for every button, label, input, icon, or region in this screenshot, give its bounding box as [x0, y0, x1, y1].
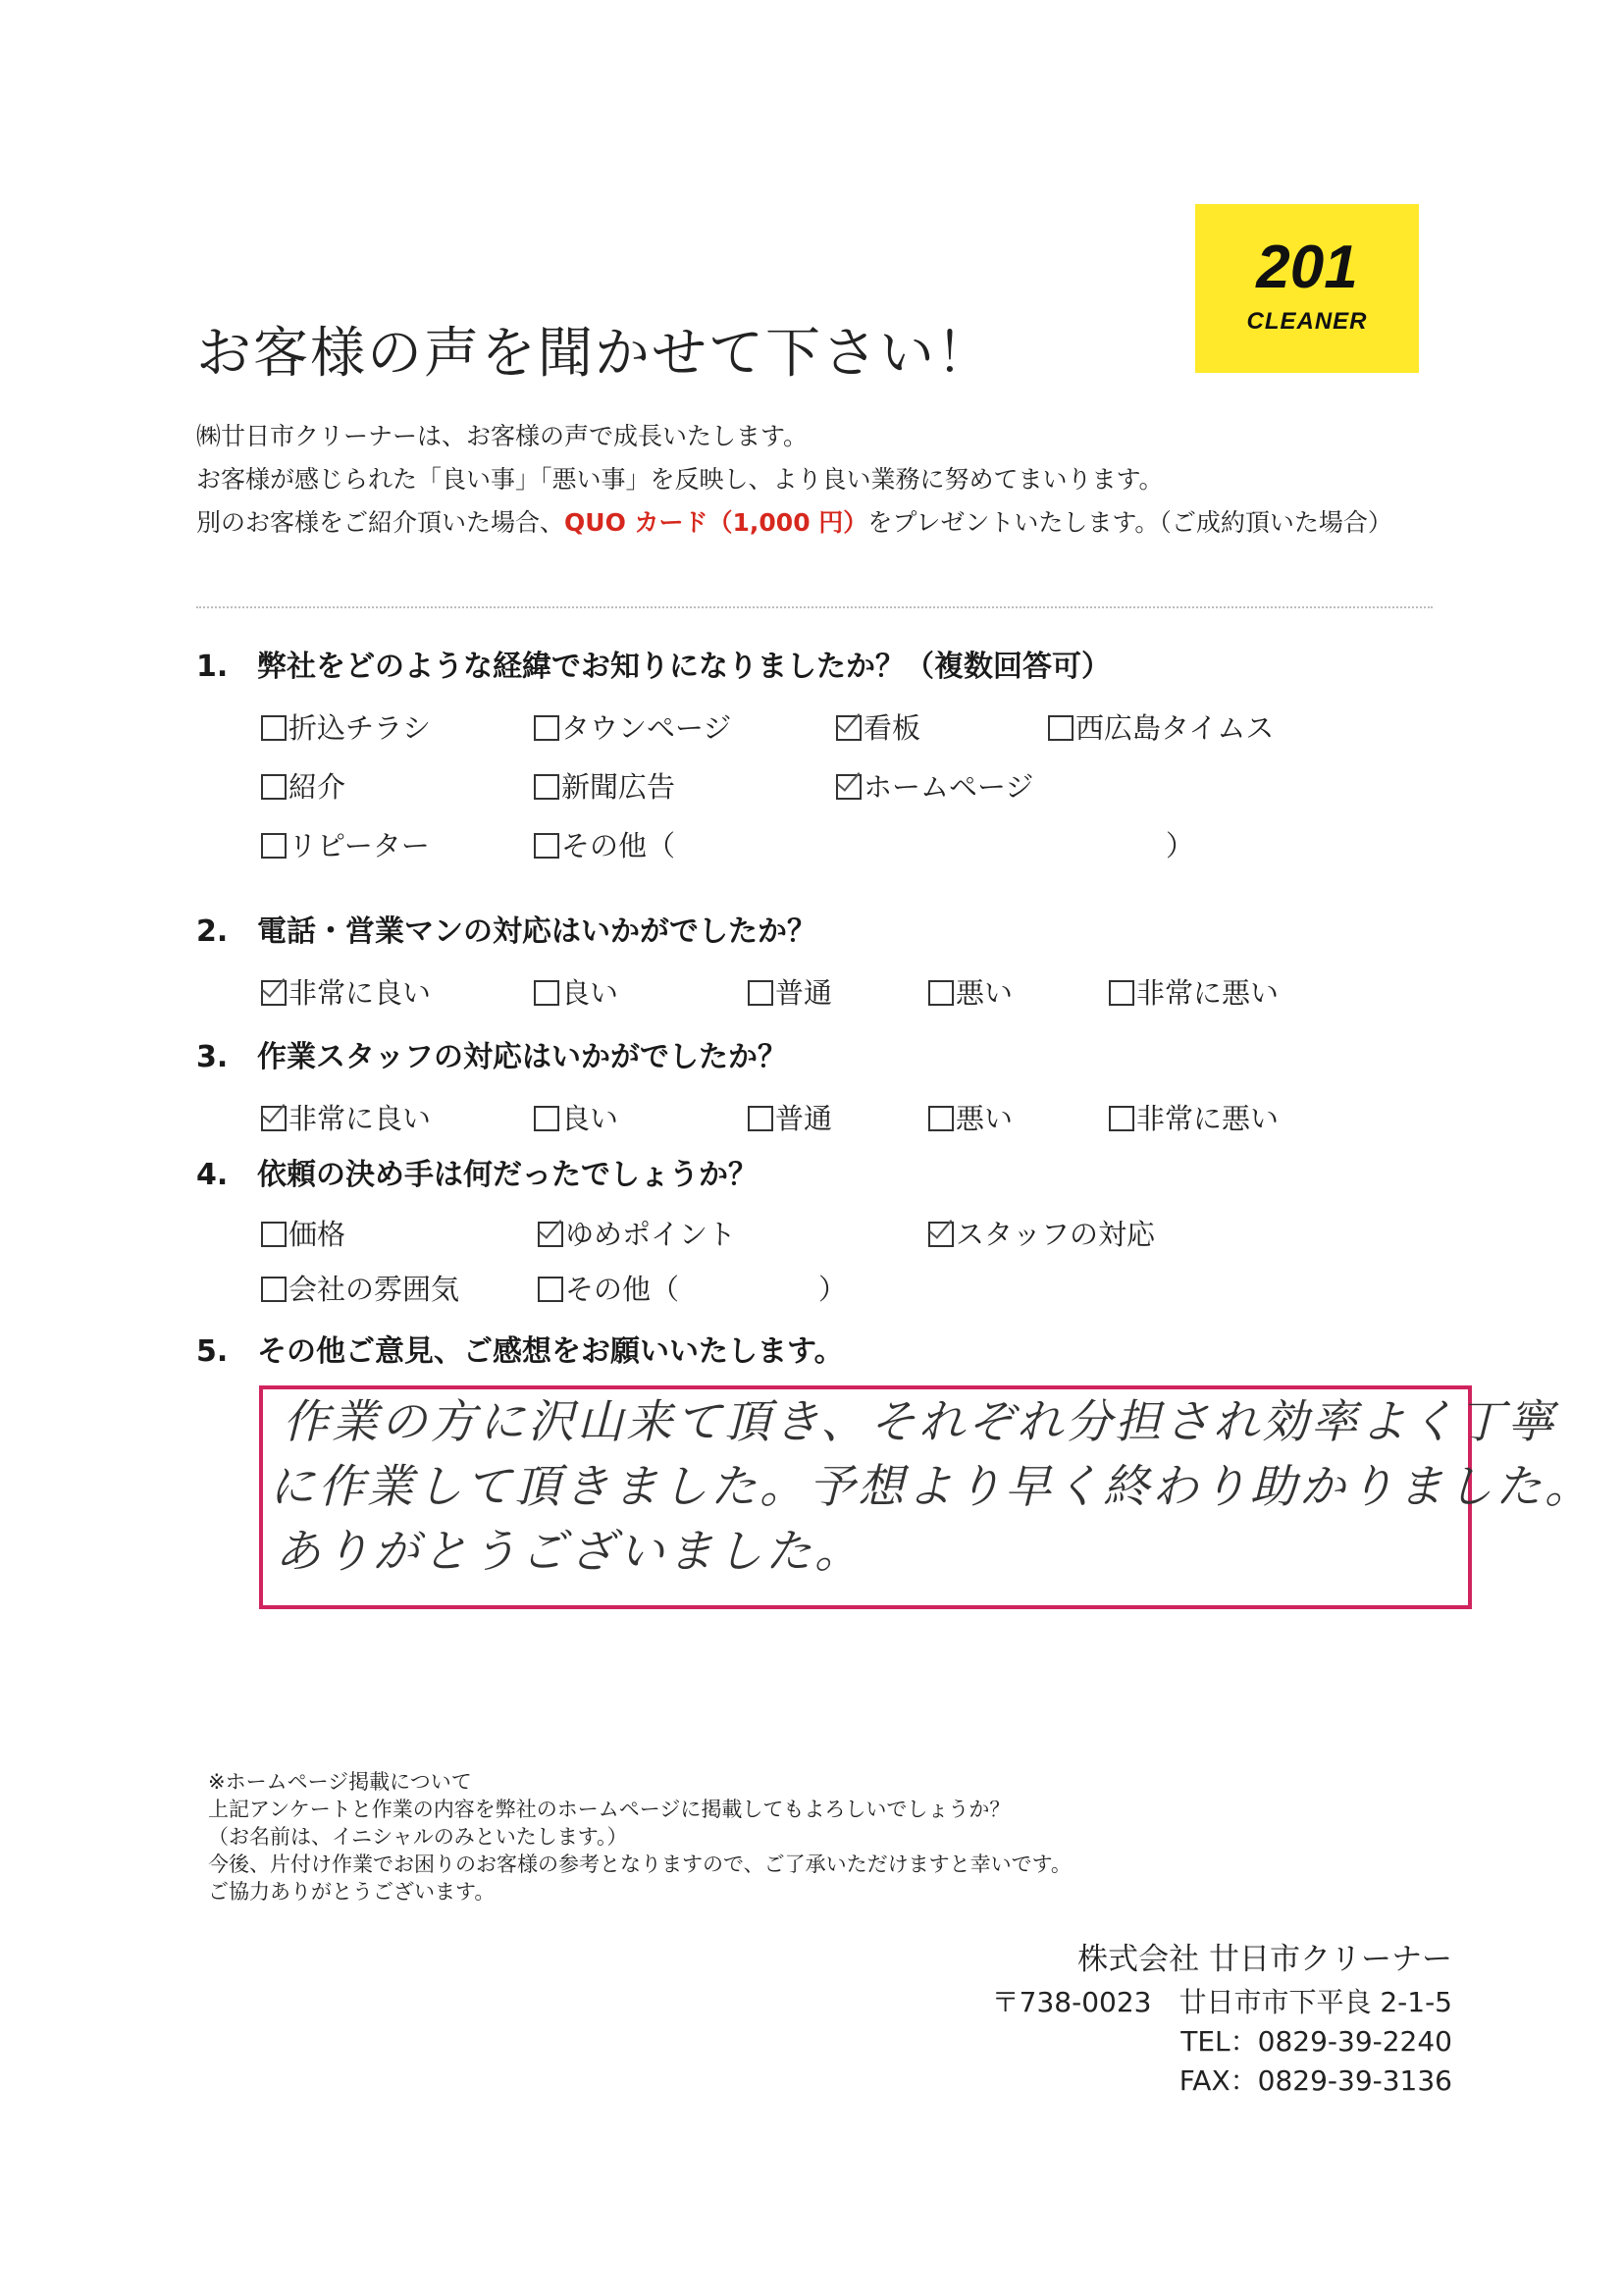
q4-option-atmosphere[interactable]: 会社の雰囲気 [261, 1272, 459, 1307]
checkbox-icon[interactable] [261, 833, 287, 859]
q1-other-close-paren: ） [1166, 829, 1195, 862]
question-4 [196, 1156, 758, 1195]
q1-option-referral[interactable]: 紹介 [261, 769, 345, 805]
badge-word: CLEANER [1246, 308, 1368, 335]
checked-checkbox-icon[interactable] [836, 774, 862, 800]
note-line-1: ※ホームページ掲載について [208, 1770, 472, 1794]
q4-other-close-paren: ） [818, 1273, 848, 1306]
q1-option-nishihiroshima-times[interactable]: 西広島タイムス [1048, 710, 1274, 746]
note-line-5: ご協力ありがとうございます。 [208, 1880, 496, 1904]
q2-option-bad[interactable]: 悪い [928, 975, 1013, 1011]
question-4-number: 4. [196, 1158, 229, 1192]
q3-option-very-good[interactable]: 非常に良い [261, 1101, 431, 1136]
checkbox-icon[interactable] [748, 980, 773, 1006]
q2-option-average[interactable]: 普通 [748, 975, 832, 1011]
q1-option-signboard[interactable]: 看板 [836, 710, 920, 746]
q4-option-other[interactable]: その他（ [538, 1272, 679, 1307]
q1-option-other[interactable]: その他（ [534, 828, 675, 863]
q3-option-bad[interactable]: 悪い [928, 1101, 1013, 1136]
note-line-3: （お名前は、イニシャルのみといたします。） [208, 1825, 628, 1849]
company-address: 〒738-0023 廿日市市下平良 2-1-5 [991, 1986, 1452, 2018]
page-title: お客様の声を聞かせて下さい！ [196, 322, 993, 386]
intro-line-1: ㈱廿日市クリーナーは、お客様の声で成長いたします。 [196, 422, 809, 450]
q4-option-yume-point[interactable]: ゆめポイント [538, 1217, 736, 1252]
checkbox-icon[interactable] [261, 1222, 287, 1247]
company-name: 株式会社 廿日市クリーナー [1077, 1942, 1452, 1977]
checkbox-icon[interactable] [1048, 715, 1073, 741]
q3-option-average[interactable]: 普通 [748, 1101, 832, 1136]
question-5-number: 5. [196, 1334, 229, 1369]
checkbox-icon[interactable] [534, 980, 559, 1006]
checkbox-icon[interactable] [261, 1277, 287, 1302]
checkbox-icon[interactable] [1109, 980, 1134, 1006]
question-2 [196, 913, 816, 952]
question-5 [196, 1332, 844, 1372]
checkbox-icon[interactable] [261, 774, 287, 800]
q1-option-repeater[interactable]: リピーター [261, 828, 430, 863]
checked-checkbox-icon[interactable] [261, 980, 287, 1006]
question-1-text: 弊社をどのような経緯でお知りになりましたか？（複数回答可） [257, 650, 1111, 684]
company-fax: FAX：0829-39-3136 [1178, 2064, 1452, 2097]
q2-option-good[interactable]: 良い [534, 975, 618, 1011]
cleaner-badge [1195, 204, 1419, 373]
checked-checkbox-icon[interactable] [836, 715, 862, 741]
checkbox-icon[interactable] [538, 1277, 563, 1302]
q1-option-flyer[interactable]: 折込チラシ [261, 710, 431, 746]
badge-number: 201 [1256, 234, 1358, 301]
checkbox-icon[interactable] [534, 1106, 559, 1131]
note-line-2: 上記アンケートと作業の内容を弊社のホームページに掲載してもよろしいでしょうか？ [208, 1798, 1011, 1821]
question-3 [196, 1038, 787, 1077]
checked-checkbox-icon[interactable] [261, 1106, 287, 1131]
dotted-divider [196, 606, 1433, 608]
checked-checkbox-icon[interactable] [928, 1222, 954, 1247]
comment-line-3: ありがとうございました。 [275, 1525, 864, 1579]
checkbox-icon[interactable] [534, 715, 559, 741]
question-3-text: 作業スタッフの対応はいかがでしたか？ [257, 1040, 787, 1074]
question-3-number: 3. [196, 1040, 229, 1074]
checkbox-icon[interactable] [928, 1106, 954, 1131]
question-1 [196, 648, 1111, 687]
q1-option-townpage[interactable]: タウンページ [534, 710, 731, 746]
q1-option-newspaper[interactable]: 新聞広告 [534, 769, 675, 805]
quo-card-offer: QUO カード（1,000 円） [564, 508, 868, 537]
q1-option-homepage[interactable]: ホームページ [836, 769, 1033, 805]
q3-option-good[interactable]: 良い [534, 1101, 618, 1136]
note-line-4: 今後、片付け作業でお困りのお客様の参考となりますので、ご了承いただけますと幸いです。 [208, 1852, 1072, 1876]
q4-option-price[interactable]: 価格 [261, 1217, 345, 1252]
comment-line-1: 作業の方に沢山来て頂き、それぞれ分担され効率よく丁寧 [283, 1395, 1557, 1449]
checkbox-icon[interactable] [534, 774, 559, 800]
question-2-number: 2. [196, 914, 229, 949]
q2-option-very-bad[interactable]: 非常に悪い [1109, 975, 1279, 1011]
checked-checkbox-icon[interactable] [538, 1222, 563, 1247]
comment-line-2: に作業して頂きました。予想より早く終わり助かりました。 [269, 1460, 1594, 1514]
checkbox-icon[interactable] [261, 715, 287, 741]
question-4-text: 依頼の決め手は何だったでしょうか？ [257, 1158, 758, 1192]
q2-option-very-good[interactable]: 非常に良い [261, 975, 431, 1011]
intro-line-3-post: をプレゼントいたします。（ご成約頂いた場合） [867, 508, 1392, 537]
intro-line-3-pre: 別のお客様をご紹介頂いた場合、 [196, 508, 565, 537]
checkbox-icon[interactable] [748, 1106, 773, 1131]
checkbox-icon[interactable] [928, 980, 954, 1006]
intro-line-3 [196, 506, 1392, 540]
checkbox-icon[interactable] [1109, 1106, 1134, 1131]
q4-option-staff[interactable]: スタッフの対応 [928, 1217, 1155, 1252]
checkbox-icon[interactable] [534, 833, 559, 859]
company-tel: TEL：0829-39-2240 [1180, 2025, 1452, 2058]
question-2-text: 電話・営業マンの対応はいかがでしたか？ [257, 914, 816, 949]
intro-line-2: お客様が感じられた「良い事」「悪い事」を反映し、より良い業務に努めてまいります。 [196, 465, 1164, 494]
question-1-number: 1. [196, 650, 229, 684]
q3-option-very-bad[interactable]: 非常に悪い [1109, 1101, 1279, 1136]
question-5-text: その他ご意見、ご感想をお願いいたします。 [257, 1334, 844, 1369]
